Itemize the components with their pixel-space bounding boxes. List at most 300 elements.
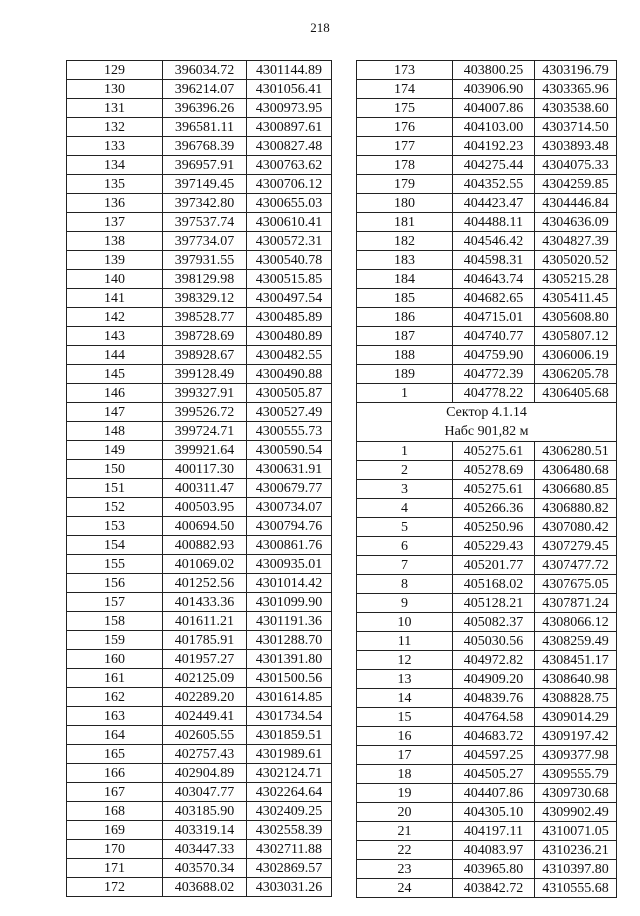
point-number: 18	[357, 765, 453, 784]
table-row	[357, 232, 617, 251]
coord-y: 4300897.61	[247, 118, 332, 137]
point-number: 178	[357, 156, 453, 175]
table-row	[357, 575, 617, 594]
coord-y: 4306880.82	[535, 499, 617, 518]
table-row	[67, 840, 332, 859]
table-row	[357, 308, 617, 327]
coord-x: 401957.27	[163, 650, 247, 669]
coord-y: 4301056.41	[247, 80, 332, 99]
coord-x: 405128.21	[453, 594, 535, 613]
table-row	[67, 802, 332, 821]
table-row	[67, 403, 332, 422]
point-number: 1	[357, 442, 453, 461]
coord-x: 398928.67	[163, 346, 247, 365]
coord-x: 404839.76	[453, 689, 535, 708]
coord-y: 4300794.76	[247, 517, 332, 536]
coord-x: 401785.91	[163, 631, 247, 650]
point-number: 146	[67, 384, 163, 403]
coord-x: 398728.69	[163, 327, 247, 346]
table-row	[67, 422, 332, 441]
point-number: 19	[357, 784, 453, 803]
coord-y: 4300734.07	[247, 498, 332, 517]
coord-y: 4303714.50	[535, 118, 617, 137]
coord-x: 403800.25	[453, 61, 535, 80]
coord-x: 403688.02	[163, 878, 247, 897]
sector-header-row	[357, 403, 617, 442]
coord-x: 405030.56	[453, 632, 535, 651]
coord-x: 405250.96	[453, 518, 535, 537]
table-row	[357, 327, 617, 346]
coord-y: 4304075.33	[535, 156, 617, 175]
coord-y: 4300515.85	[247, 270, 332, 289]
point-number: 173	[357, 61, 453, 80]
point-number: 152	[67, 498, 163, 517]
table-row	[67, 555, 332, 574]
table-row	[357, 251, 617, 270]
coord-y: 4302869.57	[247, 859, 332, 878]
point-number: 139	[67, 251, 163, 270]
table-row	[357, 689, 617, 708]
coord-y: 4301288.70	[247, 631, 332, 650]
table-row	[357, 499, 617, 518]
table-row	[67, 80, 332, 99]
coord-y: 4301500.56	[247, 669, 332, 688]
point-number: 149	[67, 441, 163, 460]
table-row	[67, 175, 332, 194]
coord-y: 4302124.71	[247, 764, 332, 783]
coord-x: 400311.47	[163, 479, 247, 498]
coord-x: 398528.77	[163, 308, 247, 327]
table-row	[357, 480, 617, 499]
point-number: 183	[357, 251, 453, 270]
table-row	[67, 574, 332, 593]
table-row	[67, 783, 332, 802]
point-number: 143	[67, 327, 163, 346]
coord-y: 4301391.80	[247, 650, 332, 669]
table-row	[357, 537, 617, 556]
table-row	[67, 365, 332, 384]
table-row	[67, 441, 332, 460]
point-number: 179	[357, 175, 453, 194]
coord-x: 404305.10	[453, 803, 535, 822]
coord-x: 399128.49	[163, 365, 247, 384]
coord-y: 4310397.80	[535, 860, 617, 879]
coord-x: 404740.77	[453, 327, 535, 346]
coord-x: 405168.02	[453, 575, 535, 594]
coord-y: 4303196.79	[535, 61, 617, 80]
point-number: 153	[67, 517, 163, 536]
table-row	[357, 289, 617, 308]
point-number: 11	[357, 632, 453, 651]
coord-x: 405082.37	[453, 613, 535, 632]
coord-y: 4302264.64	[247, 783, 332, 802]
coord-y: 4300497.54	[247, 289, 332, 308]
table-row	[357, 784, 617, 803]
coord-y: 4300590.54	[247, 441, 332, 460]
point-number: 169	[67, 821, 163, 840]
table-row	[357, 365, 617, 384]
coord-y: 4301614.85	[247, 688, 332, 707]
table-row	[67, 707, 332, 726]
coord-x: 397537.74	[163, 213, 247, 232]
coord-x: 400694.50	[163, 517, 247, 536]
point-number: 138	[67, 232, 163, 251]
coord-y: 4305215.28	[535, 270, 617, 289]
table-row	[67, 878, 332, 897]
coord-x: 404083.97	[453, 841, 535, 860]
coord-x: 396034.72	[163, 61, 247, 80]
table-row	[357, 765, 617, 784]
coord-y: 4303365.96	[535, 80, 617, 99]
point-number: 159	[67, 631, 163, 650]
coord-y: 4300706.12	[247, 175, 332, 194]
point-number: 151	[67, 479, 163, 498]
point-number: 8	[357, 575, 453, 594]
coord-x: 399526.72	[163, 403, 247, 422]
point-number: 15	[357, 708, 453, 727]
coord-y: 4305807.12	[535, 327, 617, 346]
coord-x: 396957.91	[163, 156, 247, 175]
table-row	[67, 308, 332, 327]
coord-y: 4304827.39	[535, 232, 617, 251]
coord-y: 4306006.19	[535, 346, 617, 365]
table-row	[67, 118, 332, 137]
coord-y: 4303031.26	[247, 878, 332, 897]
point-number: 167	[67, 783, 163, 802]
coord-y: 4305411.45	[535, 289, 617, 308]
coord-x: 400503.95	[163, 498, 247, 517]
table-row	[67, 650, 332, 669]
coord-y: 4301859.51	[247, 726, 332, 745]
table-row	[67, 764, 332, 783]
coord-y: 4301191.36	[247, 612, 332, 631]
point-number: 145	[67, 365, 163, 384]
coord-y: 4309902.49	[535, 803, 617, 822]
table-row	[67, 232, 332, 251]
coord-x: 404103.00	[453, 118, 535, 137]
table-row	[357, 746, 617, 765]
point-number: 162	[67, 688, 163, 707]
table-row	[357, 841, 617, 860]
coord-y: 4303893.48	[535, 137, 617, 156]
coord-x: 404488.11	[453, 213, 535, 232]
coord-x: 403570.34	[163, 859, 247, 878]
point-number: 2	[357, 461, 453, 480]
coord-y: 4308259.49	[535, 632, 617, 651]
table-row	[357, 99, 617, 118]
coordinates-table-left	[66, 60, 332, 897]
point-number: 12	[357, 651, 453, 670]
point-number: 187	[357, 327, 453, 346]
coord-x: 398329.12	[163, 289, 247, 308]
coord-x: 402289.20	[163, 688, 247, 707]
coord-x: 404598.31	[453, 251, 535, 270]
coord-y: 4300527.49	[247, 403, 332, 422]
coord-x: 403047.77	[163, 783, 247, 802]
coord-y: 4307871.24	[535, 594, 617, 613]
point-number: 134	[67, 156, 163, 175]
table-row	[67, 498, 332, 517]
table-row	[67, 460, 332, 479]
coord-x: 403906.90	[453, 80, 535, 99]
table-row	[357, 194, 617, 213]
coord-x: 403842.72	[453, 879, 535, 898]
coord-x: 397931.55	[163, 251, 247, 270]
coord-y: 4300485.89	[247, 308, 332, 327]
coord-y: 4301014.42	[247, 574, 332, 593]
point-number: 165	[67, 745, 163, 764]
coord-x: 404715.01	[453, 308, 535, 327]
point-number: 166	[67, 764, 163, 783]
coord-x: 404546.42	[453, 232, 535, 251]
table-row	[357, 80, 617, 99]
coord-x: 404772.39	[453, 365, 535, 384]
table-row	[67, 384, 332, 403]
point-number: 177	[357, 137, 453, 156]
coord-y: 4300610.41	[247, 213, 332, 232]
point-number: 188	[357, 346, 453, 365]
table-row	[67, 821, 332, 840]
coord-y: 4300655.03	[247, 194, 332, 213]
coord-x: 404909.20	[453, 670, 535, 689]
coord-x: 404505.27	[453, 765, 535, 784]
coord-y: 4300935.01	[247, 555, 332, 574]
table-row	[67, 612, 332, 631]
coord-y: 4307080.42	[535, 518, 617, 537]
table-row	[357, 156, 617, 175]
coord-x: 398129.98	[163, 270, 247, 289]
point-number: 157	[67, 593, 163, 612]
coord-y: 4300861.76	[247, 536, 332, 555]
coord-y: 4306480.68	[535, 461, 617, 480]
coord-x: 396214.07	[163, 80, 247, 99]
table-row	[67, 536, 332, 555]
table-row	[357, 879, 617, 898]
coord-y: 4300973.95	[247, 99, 332, 118]
table-row	[357, 384, 617, 403]
coord-y: 4300572.31	[247, 232, 332, 251]
table-row	[357, 137, 617, 156]
point-number: 154	[67, 536, 163, 555]
table-row	[67, 631, 332, 650]
coord-y: 4304446.84	[535, 194, 617, 213]
coord-y: 4308828.75	[535, 689, 617, 708]
coord-x: 399724.71	[163, 422, 247, 441]
table-row	[357, 803, 617, 822]
coord-y: 4302409.25	[247, 802, 332, 821]
point-number: 129	[67, 61, 163, 80]
point-number: 155	[67, 555, 163, 574]
coord-y: 4301734.54	[247, 707, 332, 726]
coord-x: 405201.77	[453, 556, 535, 575]
coord-x: 404643.74	[453, 270, 535, 289]
point-number: 24	[357, 879, 453, 898]
point-number: 182	[357, 232, 453, 251]
point-number: 10	[357, 613, 453, 632]
table-row	[357, 822, 617, 841]
point-number: 137	[67, 213, 163, 232]
table-row	[357, 175, 617, 194]
coord-x: 404764.58	[453, 708, 535, 727]
coord-x: 404597.25	[453, 746, 535, 765]
table-row	[67, 517, 332, 536]
point-number: 148	[67, 422, 163, 441]
table-row	[357, 860, 617, 879]
point-number: 185	[357, 289, 453, 308]
coord-x: 402904.89	[163, 764, 247, 783]
table-row	[67, 745, 332, 764]
coord-y: 4300505.87	[247, 384, 332, 403]
table-row	[67, 688, 332, 707]
coord-x: 401252.56	[163, 574, 247, 593]
table-row	[357, 461, 617, 480]
table-row	[357, 613, 617, 632]
coord-x: 404759.90	[453, 346, 535, 365]
coord-y: 4301144.89	[247, 61, 332, 80]
coord-x: 396581.11	[163, 118, 247, 137]
coord-y: 4302711.88	[247, 840, 332, 859]
coord-y: 4300482.55	[247, 346, 332, 365]
table-row	[357, 118, 617, 137]
coord-x: 397342.80	[163, 194, 247, 213]
coord-x: 402605.55	[163, 726, 247, 745]
point-number: 4	[357, 499, 453, 518]
table-row	[357, 556, 617, 575]
point-number: 3	[357, 480, 453, 499]
table-row	[357, 213, 617, 232]
table-row	[67, 61, 332, 80]
table-row	[357, 442, 617, 461]
point-number: 20	[357, 803, 453, 822]
coord-y: 4308640.98	[535, 670, 617, 689]
point-number: 142	[67, 308, 163, 327]
coord-y: 4309197.42	[535, 727, 617, 746]
coord-x: 404423.47	[453, 194, 535, 213]
point-number: 131	[67, 99, 163, 118]
coord-y: 4306405.68	[535, 384, 617, 403]
coord-x: 404192.23	[453, 137, 535, 156]
table-row	[357, 270, 617, 289]
point-number: 170	[67, 840, 163, 859]
point-number: 16	[357, 727, 453, 746]
point-number: 9	[357, 594, 453, 613]
point-number: 6	[357, 537, 453, 556]
coord-y: 4304636.09	[535, 213, 617, 232]
coord-x: 397734.07	[163, 232, 247, 251]
table-row	[67, 99, 332, 118]
coord-x: 400882.93	[163, 536, 247, 555]
coord-x: 403447.33	[163, 840, 247, 859]
coord-y: 4310071.05	[535, 822, 617, 841]
coord-y: 4300555.73	[247, 422, 332, 441]
coord-y: 4301989.61	[247, 745, 332, 764]
coord-y: 4307279.45	[535, 537, 617, 556]
point-number: 23	[357, 860, 453, 879]
coord-x: 404197.11	[453, 822, 535, 841]
coord-x: 402757.43	[163, 745, 247, 764]
point-number: 22	[357, 841, 453, 860]
coord-y: 4303538.60	[535, 99, 617, 118]
point-number: 189	[357, 365, 453, 384]
coord-x: 396396.26	[163, 99, 247, 118]
coord-y: 4307675.05	[535, 575, 617, 594]
coord-y: 4300827.48	[247, 137, 332, 156]
coord-x: 405275.61	[453, 442, 535, 461]
coord-x: 402125.09	[163, 669, 247, 688]
point-number: 172	[67, 878, 163, 897]
coord-y: 4309730.68	[535, 784, 617, 803]
coord-x: 404407.86	[453, 784, 535, 803]
point-number: 186	[357, 308, 453, 327]
coord-x: 405278.69	[453, 461, 535, 480]
table-row	[67, 213, 332, 232]
table-row	[357, 518, 617, 537]
coord-x: 401611.21	[163, 612, 247, 631]
coord-x: 405229.43	[453, 537, 535, 556]
table-row	[357, 651, 617, 670]
coord-y: 4300490.88	[247, 365, 332, 384]
coord-x: 400117.30	[163, 460, 247, 479]
point-number: 175	[357, 99, 453, 118]
page-number: 218	[310, 20, 330, 35]
point-number: 133	[67, 137, 163, 156]
table-row	[67, 251, 332, 270]
table-row	[357, 346, 617, 365]
coord-x: 404007.86	[453, 99, 535, 118]
point-number: 136	[67, 194, 163, 213]
table-row	[67, 669, 332, 688]
coord-x: 399327.91	[163, 384, 247, 403]
table-row	[357, 61, 617, 80]
point-number: 163	[67, 707, 163, 726]
table-row	[67, 593, 332, 612]
coord-x: 396768.39	[163, 137, 247, 156]
sector-title: Сектор 4.1.14	[446, 405, 527, 420]
coord-y: 4304259.85	[535, 175, 617, 194]
table-row	[357, 632, 617, 651]
table-row	[67, 194, 332, 213]
table-row	[67, 156, 332, 175]
point-number: 180	[357, 194, 453, 213]
coord-y: 4308451.17	[535, 651, 617, 670]
point-number: 130	[67, 80, 163, 99]
coord-x: 397149.45	[163, 175, 247, 194]
coord-y: 4300540.78	[247, 251, 332, 270]
coord-x: 404352.55	[453, 175, 535, 194]
point-number: 158	[67, 612, 163, 631]
point-number: 14	[357, 689, 453, 708]
coord-y: 4309377.98	[535, 746, 617, 765]
point-number: 164	[67, 726, 163, 745]
coord-y: 4306205.78	[535, 365, 617, 384]
sector-subtitle: Набс 901,82 м	[444, 424, 529, 439]
point-number: 132	[67, 118, 163, 137]
coord-y: 4307477.72	[535, 556, 617, 575]
coord-x: 401069.02	[163, 555, 247, 574]
coord-y: 4306280.51	[535, 442, 617, 461]
sector-header	[357, 403, 617, 442]
table-row	[357, 708, 617, 727]
table-row	[67, 137, 332, 156]
point-number: 156	[67, 574, 163, 593]
table-row	[67, 726, 332, 745]
point-number: 176	[357, 118, 453, 137]
coord-y: 4305020.52	[535, 251, 617, 270]
table-row	[67, 289, 332, 308]
point-number: 7	[357, 556, 453, 575]
coord-x: 404682.65	[453, 289, 535, 308]
point-number: 174	[357, 80, 453, 99]
